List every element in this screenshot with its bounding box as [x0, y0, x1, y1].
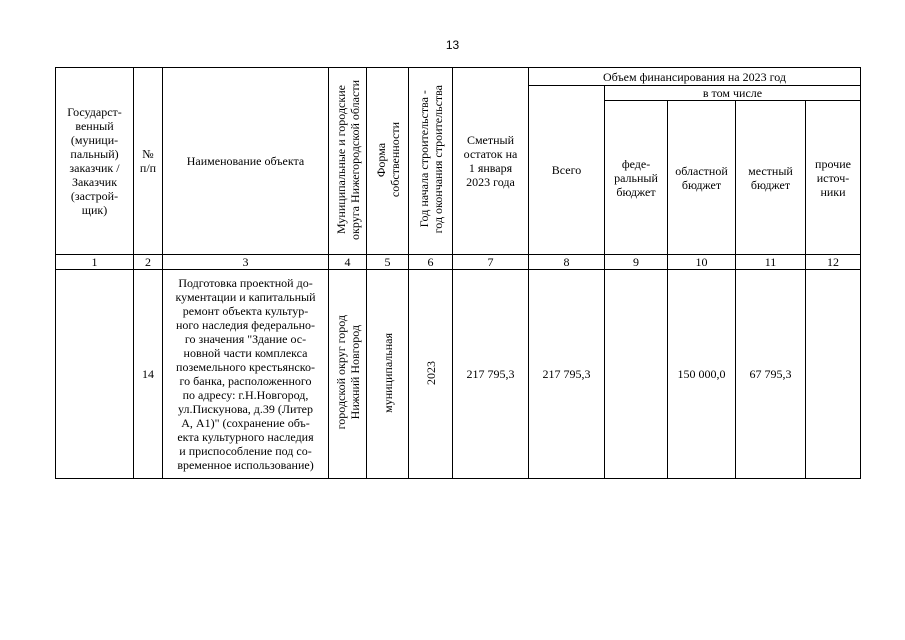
- column-number: 9: [605, 255, 668, 270]
- column-number: 4: [329, 255, 367, 270]
- header-years-cell: [409, 68, 453, 255]
- header-municipality: Муниципальные и городские округа Нижегородской области: [333, 79, 362, 240]
- row-total: 217 795,3: [529, 270, 605, 479]
- header-ownership: Форма собственности: [373, 121, 402, 198]
- column-number: 11: [736, 255, 806, 270]
- row-years: 2023: [423, 360, 438, 385]
- header-local: местный бюджет: [736, 101, 806, 255]
- header-remainder: Сметный остаток на 1 января 2023 года: [453, 68, 529, 255]
- header-years: Год начала строительства - год окончания строительства: [416, 85, 445, 234]
- column-number: 2: [134, 255, 163, 270]
- row-ownership: муниципальная: [380, 332, 395, 413]
- row-ownership-cell: [367, 270, 409, 479]
- header-customer: Государст- венный (муници- пальный) заказчик / Заказчик (застрой- щик): [56, 68, 134, 255]
- header-ownership-cell: [367, 68, 409, 255]
- header-regional: областной бюджет: [668, 101, 736, 255]
- header-including: в том числе: [605, 86, 861, 101]
- row-customer: [56, 270, 134, 479]
- header-funding-group: Объем финансирования на 2023 год: [529, 68, 861, 86]
- column-numbers-row: [56, 255, 861, 270]
- financing-table: [55, 67, 861, 479]
- header-num: № п/п: [134, 68, 163, 255]
- row-federal: [605, 270, 668, 479]
- header-object-name: Наименование объекта: [163, 68, 329, 255]
- column-number: 1: [56, 255, 134, 270]
- row-municipality-cell: [329, 270, 367, 479]
- row-years-cell: [409, 270, 453, 479]
- column-number: 8: [529, 255, 605, 270]
- row-object-name: Подготовка проектной до- кументации и капитальный ремонт объекта культур- ного наследия федерально- го значения "Здание ос- новной части комплекса поземельного крестьянско- го банка, расположенного по адресу: г.Н.Новгород, ул.Пискунова, д.39 (Литер А, А1)" (сохранение объ- екта культурного наследия и приспособление под со- временное использование): [163, 270, 329, 479]
- page-number: 13: [445, 38, 460, 52]
- column-number: 6: [409, 255, 453, 270]
- row-regional: 150 000,0: [668, 270, 736, 479]
- column-number: 7: [453, 255, 529, 270]
- header-other: прочие источ- ники: [806, 101, 861, 255]
- header-row-1: [56, 68, 861, 86]
- header-total: Всего: [529, 86, 605, 255]
- row-municipality: городской округ город Нижний Новгород: [333, 315, 362, 430]
- header-municipality-cell: [329, 68, 367, 255]
- column-number: 3: [163, 255, 329, 270]
- header-federal: феде- ральный бюджет: [605, 101, 668, 255]
- column-number: 10: [668, 255, 736, 270]
- row-local: 67 795,3: [736, 270, 806, 479]
- column-number: 12: [806, 255, 861, 270]
- row-num: 14: [134, 270, 163, 479]
- table-row: [56, 270, 861, 479]
- row-other: [806, 270, 861, 479]
- column-number: 5: [367, 255, 409, 270]
- row-remainder: 217 795,3: [453, 270, 529, 479]
